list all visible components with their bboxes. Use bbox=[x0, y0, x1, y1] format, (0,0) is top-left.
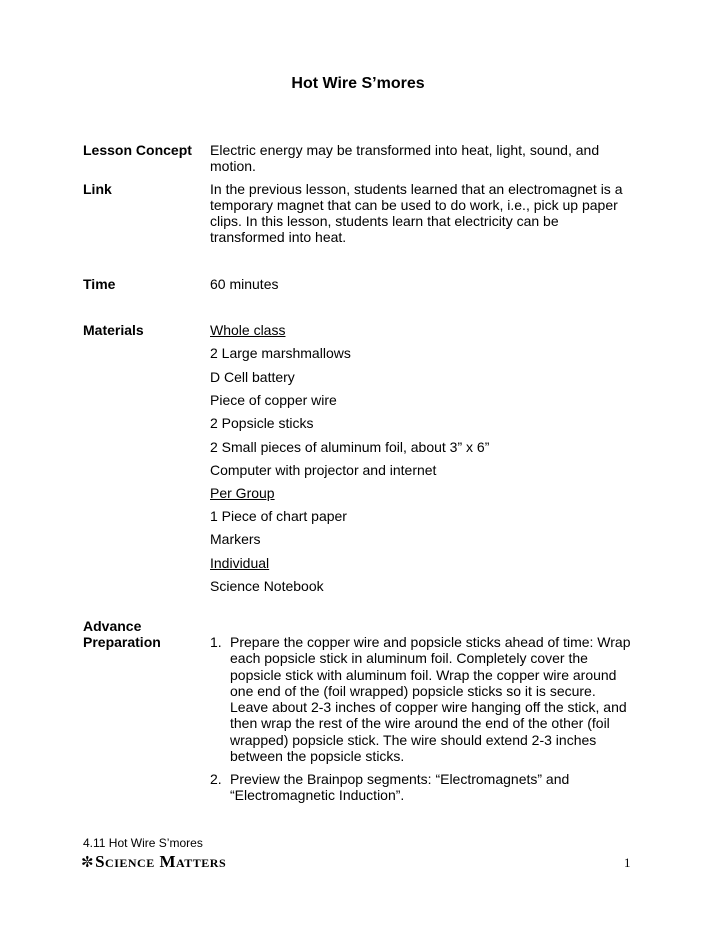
preparation-step-number: 2. bbox=[210, 771, 222, 787]
link-text: In the previous lesson, students learned that an electromagnet is a temporary magnet that can be used to do work, i.e., pick up paper clips. In this lesson, students learn that electricity can be transformed into heat. bbox=[210, 181, 623, 245]
material-item: 2 Large marshmallows bbox=[210, 345, 351, 361]
asterisk-flower-icon: ✼ bbox=[81, 853, 95, 871]
materials-individual-heading: Individual bbox=[210, 555, 270, 571]
time-label: Time bbox=[83, 276, 116, 292]
brand-logo bbox=[81, 852, 226, 872]
materials-per-group-heading: Per Group bbox=[210, 485, 275, 501]
material-item: D Cell battery bbox=[210, 369, 295, 385]
advance-preparation-label bbox=[83, 618, 161, 650]
material-item: 1 Piece of chart paper bbox=[210, 508, 347, 524]
preparation-step bbox=[210, 771, 635, 804]
link-label: Link bbox=[83, 181, 112, 197]
material-item: 2 Popsicle sticks bbox=[210, 415, 314, 431]
document-title: Hot Wire S’mores bbox=[291, 75, 425, 92]
advance-preparation-label-line2: Preparation bbox=[83, 634, 161, 650]
preparation-step-text: Preview the Brainpop segments: “Electromagnets” and “Electromagnetic Induction”. bbox=[230, 771, 570, 804]
page-number: 1 bbox=[624, 855, 631, 870]
material-item: Computer with projector and internet bbox=[210, 462, 437, 478]
time-value: 60 minutes bbox=[210, 276, 279, 292]
footer-lesson-reference: 4.11 Hot Wire S’mores bbox=[83, 836, 203, 850]
materials-label: Materials bbox=[83, 322, 144, 338]
lesson-concept-text: Electric energy may be transformed into heat, light, sound, and motion. bbox=[210, 142, 600, 174]
advance-preparation-label-line1: Advance bbox=[83, 618, 142, 634]
material-item: Science Notebook bbox=[210, 578, 324, 594]
materials-whole-class-heading: Whole class bbox=[210, 322, 286, 338]
material-item: Piece of copper wire bbox=[210, 392, 337, 408]
lesson-concept-label: Lesson Concept bbox=[83, 142, 192, 158]
preparation-step bbox=[210, 634, 635, 764]
preparation-step-number: 1. bbox=[210, 634, 222, 650]
material-item: Markers bbox=[210, 531, 261, 547]
preparation-step-text: Prepare the copper wire and popsicle sticks ahead of time: Wrap each popsicle stick in aluminum foil. Completely cover the popsicle stick with aluminum foil. Wrap the copper wire around one end of the (foil wrapped) popsicle sticks so it is secure. Leave about 2-3 inches of copper wire hanging off the stick, and then wrap the rest of the wire around the end of the other (foil wrapped) popsicle stick. The wire should extend 2-3 inches between the popsicle sticks. bbox=[230, 634, 631, 765]
material-item: 2 Small pieces of aluminum foil, about 3” x 6” bbox=[210, 439, 490, 455]
brand-name: Science Matters bbox=[95, 852, 227, 871]
